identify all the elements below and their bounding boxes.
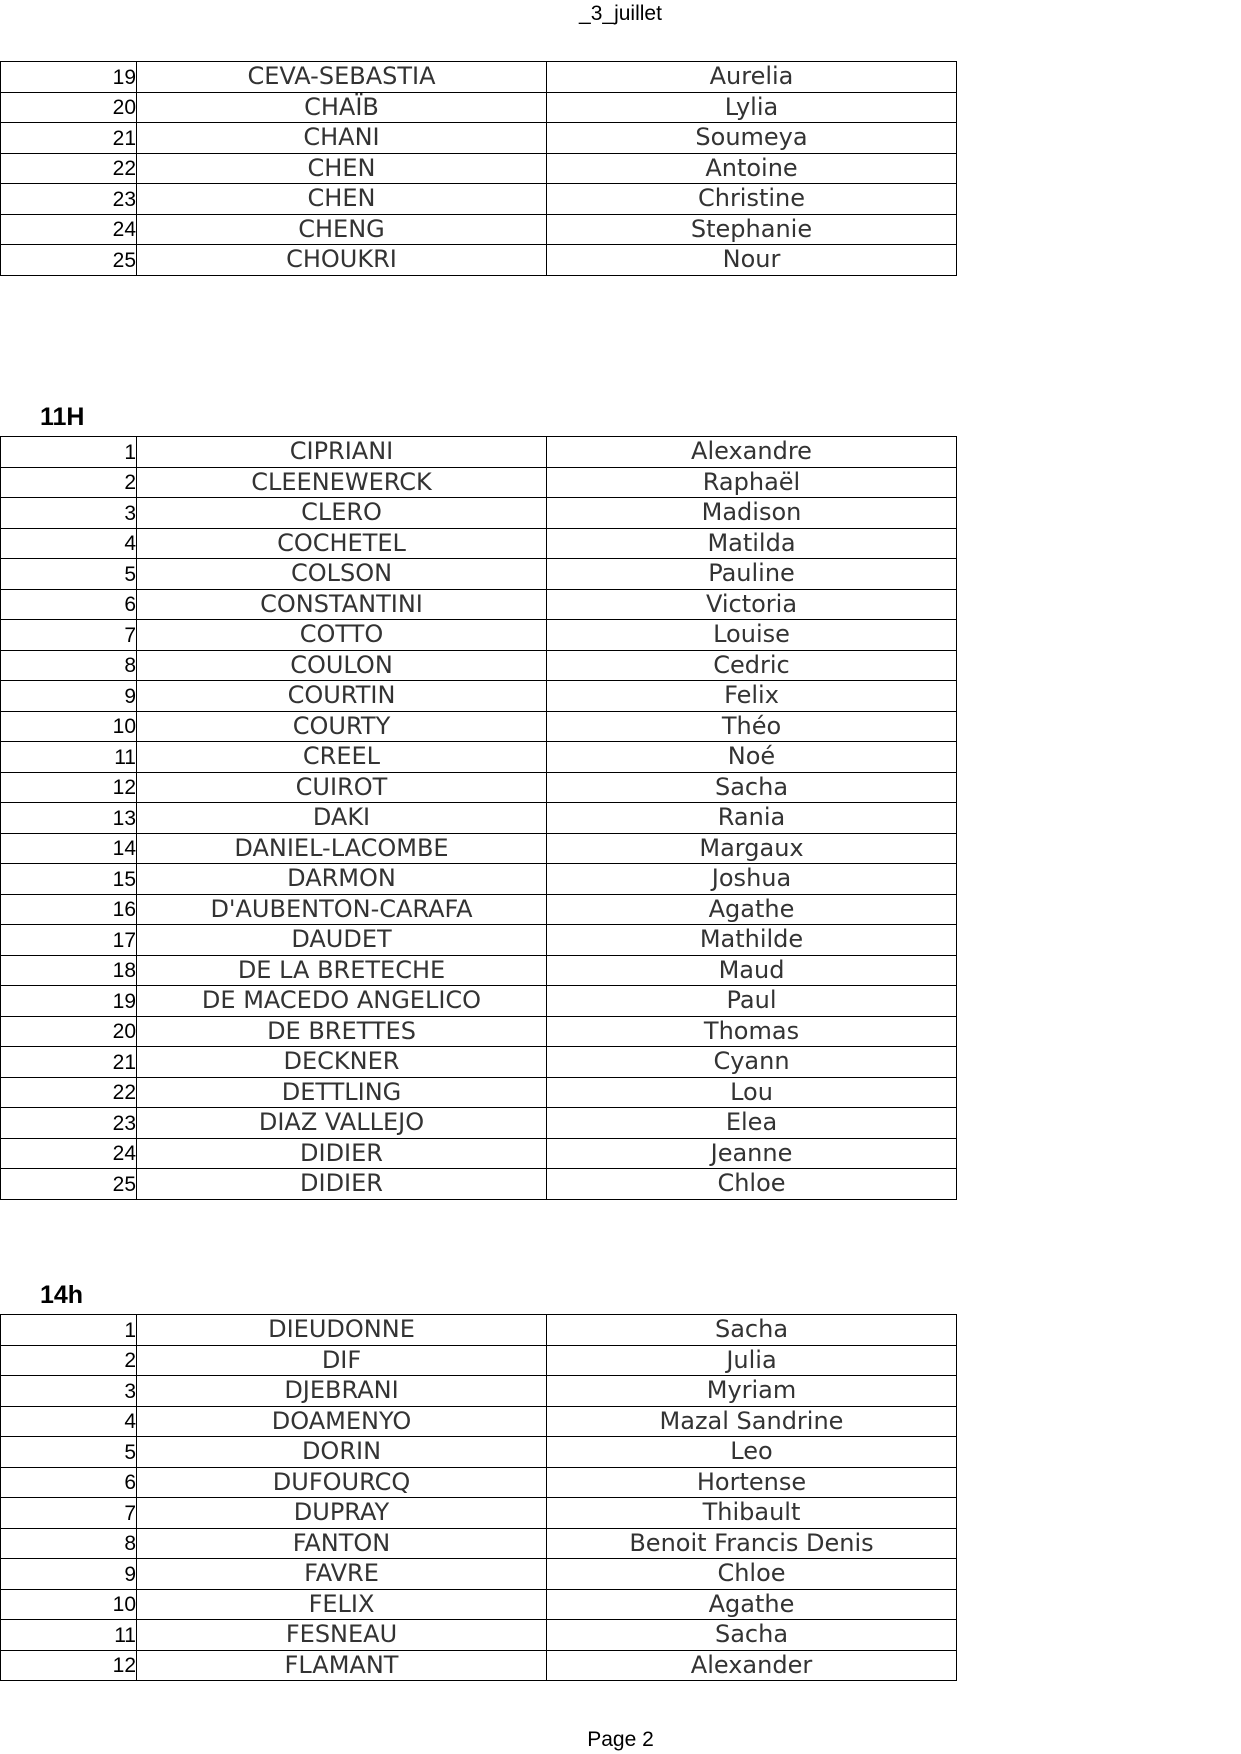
row-number: 4 (1, 528, 137, 559)
row-number: 25 (1, 245, 137, 276)
table-row (1, 153, 957, 184)
roster-table-14h (0, 1314, 957, 1681)
row-number: 1 (1, 437, 137, 468)
table-row (1, 528, 957, 559)
last-name-cell: DUFOURCQ (137, 1467, 547, 1498)
last-name-cell: DARMON (137, 864, 547, 895)
table-row (1, 498, 957, 529)
table-row (1, 1620, 957, 1651)
row-number: 25 (1, 1169, 137, 1200)
table-row (1, 589, 957, 620)
last-name-cell: FELIX (137, 1589, 547, 1620)
first-name-cell: Nour (547, 245, 957, 276)
first-name-cell: Rania (547, 803, 957, 834)
last-name-cell: FLAMANT (137, 1650, 547, 1681)
last-name-cell: COTTO (137, 620, 547, 651)
first-name-cell: Joshua (547, 864, 957, 895)
row-number: 11 (1, 1620, 137, 1651)
row-number: 15 (1, 864, 137, 895)
row-number: 10 (1, 1589, 137, 1620)
table-row (1, 986, 957, 1017)
page-footer-number: Page 2 (587, 1728, 654, 1751)
row-number: 12 (1, 772, 137, 803)
first-name-cell: Sacha (547, 1315, 957, 1346)
first-name-cell: Chloe (547, 1559, 957, 1590)
first-name-cell: Jeanne (547, 1138, 957, 1169)
row-number: 6 (1, 589, 137, 620)
last-name-cell: DJEBRANI (137, 1376, 547, 1407)
first-name-cell: Agathe (547, 894, 957, 925)
last-name-cell: FANTON (137, 1528, 547, 1559)
table-row (1, 437, 957, 468)
row-number: 9 (1, 681, 137, 712)
first-name-cell: Théo (547, 711, 957, 742)
first-name-cell: Noé (547, 742, 957, 773)
row-number: 1 (1, 1315, 137, 1346)
row-number: 7 (1, 620, 137, 651)
last-name-cell: CREEL (137, 742, 547, 773)
table-row (1, 1077, 957, 1108)
first-name-cell: Mazal Sandrine (547, 1406, 957, 1437)
last-name-cell: COURTIN (137, 681, 547, 712)
last-name-cell: DETTLING (137, 1077, 547, 1108)
last-name-cell: FAVRE (137, 1559, 547, 1590)
first-name-cell: Alexandre (547, 437, 957, 468)
last-name-cell: CHOUKRI (137, 245, 547, 276)
row-number: 22 (1, 153, 137, 184)
table-row (1, 1047, 957, 1078)
table-row (1, 1108, 957, 1139)
table-row (1, 1467, 957, 1498)
first-name-cell: Christine (547, 184, 957, 215)
last-name-cell: DOAMENYO (137, 1406, 547, 1437)
first-name-cell: Aurelia (547, 62, 957, 93)
first-name-cell: Elea (547, 1108, 957, 1139)
first-name-cell: Madison (547, 498, 957, 529)
last-name-cell: CHEN (137, 184, 547, 215)
row-number: 20 (1, 92, 137, 123)
last-name-cell: DIAZ VALLEJO (137, 1108, 547, 1139)
table-row (1, 184, 957, 215)
table-row (1, 1498, 957, 1529)
first-name-cell: Antoine (547, 153, 957, 184)
last-name-cell: CHANI (137, 123, 547, 154)
last-name-cell: DE LA BRETECHE (137, 955, 547, 986)
row-number: 8 (1, 1528, 137, 1559)
first-name-cell: Louise (547, 620, 957, 651)
first-name-cell: Paul (547, 986, 957, 1017)
first-name-cell: Alexander (547, 1650, 957, 1681)
last-name-cell: CLERO (137, 498, 547, 529)
table-row (1, 864, 957, 895)
table-row (1, 1406, 957, 1437)
row-number: 20 (1, 1016, 137, 1047)
row-number: 21 (1, 1047, 137, 1078)
row-number: 3 (1, 498, 137, 529)
last-name-cell: CHEN (137, 153, 547, 184)
last-name-cell: DIDIER (137, 1138, 547, 1169)
row-number: 22 (1, 1077, 137, 1108)
row-number: 11 (1, 742, 137, 773)
last-name-cell: CONSTANTINI (137, 589, 547, 620)
row-number: 17 (1, 925, 137, 956)
first-name-cell: Hortense (547, 1467, 957, 1498)
last-name-cell: DE BRETTES (137, 1016, 547, 1047)
first-name-cell: Pauline (547, 559, 957, 590)
last-name-cell: DAUDET (137, 925, 547, 956)
last-name-cell: COLSON (137, 559, 547, 590)
table-row (1, 92, 957, 123)
first-name-cell: Lylia (547, 92, 957, 123)
last-name-cell: COULON (137, 650, 547, 681)
row-number: 16 (1, 894, 137, 925)
table-row (1, 803, 957, 834)
last-name-cell: DANIEL-LACOMBE (137, 833, 547, 864)
table-row (1, 1169, 957, 1200)
last-name-cell: DUPRAY (137, 1498, 547, 1529)
row-number: 2 (1, 467, 137, 498)
table-row (1, 467, 957, 498)
row-number: 12 (1, 1650, 137, 1681)
row-number: 3 (1, 1376, 137, 1407)
table-row (1, 1315, 957, 1346)
table-row (1, 214, 957, 245)
table-row (1, 772, 957, 803)
first-name-cell: Leo (547, 1437, 957, 1468)
first-name-cell: Stephanie (547, 214, 957, 245)
table-row (1, 742, 957, 773)
row-number: 7 (1, 1498, 137, 1529)
first-name-cell: Thibault (547, 1498, 957, 1529)
table-row (1, 711, 957, 742)
last-name-cell: DAKI (137, 803, 547, 834)
table-row (1, 955, 957, 986)
last-name-cell: CEVA-SEBASTIA (137, 62, 547, 93)
section-heading-14h: 14h (40, 1281, 84, 1309)
last-name-cell: CHENG (137, 214, 547, 245)
last-name-cell: CLEENEWERCK (137, 467, 547, 498)
row-number: 19 (1, 986, 137, 1017)
row-number: 24 (1, 214, 137, 245)
row-number: 21 (1, 123, 137, 154)
last-name-cell: COURTY (137, 711, 547, 742)
row-number: 23 (1, 1108, 137, 1139)
row-number: 2 (1, 1345, 137, 1376)
first-name-cell: Matilda (547, 528, 957, 559)
first-name-cell: Cedric (547, 650, 957, 681)
table-row (1, 123, 957, 154)
last-name-cell: COCHETEL (137, 528, 547, 559)
table-row (1, 1559, 957, 1590)
row-number: 5 (1, 559, 137, 590)
row-number: 8 (1, 650, 137, 681)
table-row (1, 1650, 957, 1681)
table-row (1, 62, 957, 93)
table-row (1, 1345, 957, 1376)
first-name-cell: Margaux (547, 833, 957, 864)
page-header-title: _3_juillet (579, 2, 662, 25)
last-name-cell: D'AUBENTON-CARAFA (137, 894, 547, 925)
row-number: 18 (1, 955, 137, 986)
first-name-cell: Benoit Francis Denis (547, 1528, 957, 1559)
first-name-cell: Thomas (547, 1016, 957, 1047)
first-name-cell: Victoria (547, 589, 957, 620)
last-name-cell: DIF (137, 1345, 547, 1376)
table-row (1, 1138, 957, 1169)
last-name-cell: DIDIER (137, 1169, 547, 1200)
last-name-cell: CIPRIANI (137, 437, 547, 468)
first-name-cell: Lou (547, 1077, 957, 1108)
table-row (1, 1437, 957, 1468)
first-name-cell: Agathe (547, 1589, 957, 1620)
last-name-cell: DECKNER (137, 1047, 547, 1078)
section-heading-11h: 11H (40, 403, 85, 431)
table-row (1, 681, 957, 712)
first-name-cell: Maud (547, 955, 957, 986)
first-name-cell: Raphaël (547, 467, 957, 498)
first-name-cell: Cyann (547, 1047, 957, 1078)
row-number: 10 (1, 711, 137, 742)
table-row (1, 245, 957, 276)
row-number: 14 (1, 833, 137, 864)
first-name-cell: Felix (547, 681, 957, 712)
first-name-cell: Sacha (547, 1620, 957, 1651)
row-number: 19 (1, 62, 137, 93)
table-row (1, 1016, 957, 1047)
table-row (1, 894, 957, 925)
table-row (1, 925, 957, 956)
table-row (1, 1376, 957, 1407)
row-number: 4 (1, 1406, 137, 1437)
last-name-cell: DORIN (137, 1437, 547, 1468)
table-row (1, 833, 957, 864)
last-name-cell: CUIROT (137, 772, 547, 803)
row-number: 5 (1, 1437, 137, 1468)
row-number: 9 (1, 1559, 137, 1590)
first-name-cell: Soumeya (547, 123, 957, 154)
roster-table-11h (0, 436, 957, 1200)
table-row (1, 559, 957, 590)
row-number: 23 (1, 184, 137, 215)
row-number: 24 (1, 1138, 137, 1169)
row-number: 6 (1, 1467, 137, 1498)
first-name-cell: Myriam (547, 1376, 957, 1407)
last-name-cell: DIEUDONNE (137, 1315, 547, 1346)
last-name-cell: FESNEAU (137, 1620, 547, 1651)
table-row (1, 1589, 957, 1620)
table-row (1, 620, 957, 651)
first-name-cell: Chloe (547, 1169, 957, 1200)
first-name-cell: Mathilde (547, 925, 957, 956)
table-row (1, 1528, 957, 1559)
last-name-cell: DE MACEDO ANGELICO (137, 986, 547, 1017)
first-name-cell: Sacha (547, 772, 957, 803)
roster-table-top (0, 61, 957, 276)
last-name-cell: CHAÏB (137, 92, 547, 123)
row-number: 13 (1, 803, 137, 834)
table-row (1, 650, 957, 681)
first-name-cell: Julia (547, 1345, 957, 1376)
